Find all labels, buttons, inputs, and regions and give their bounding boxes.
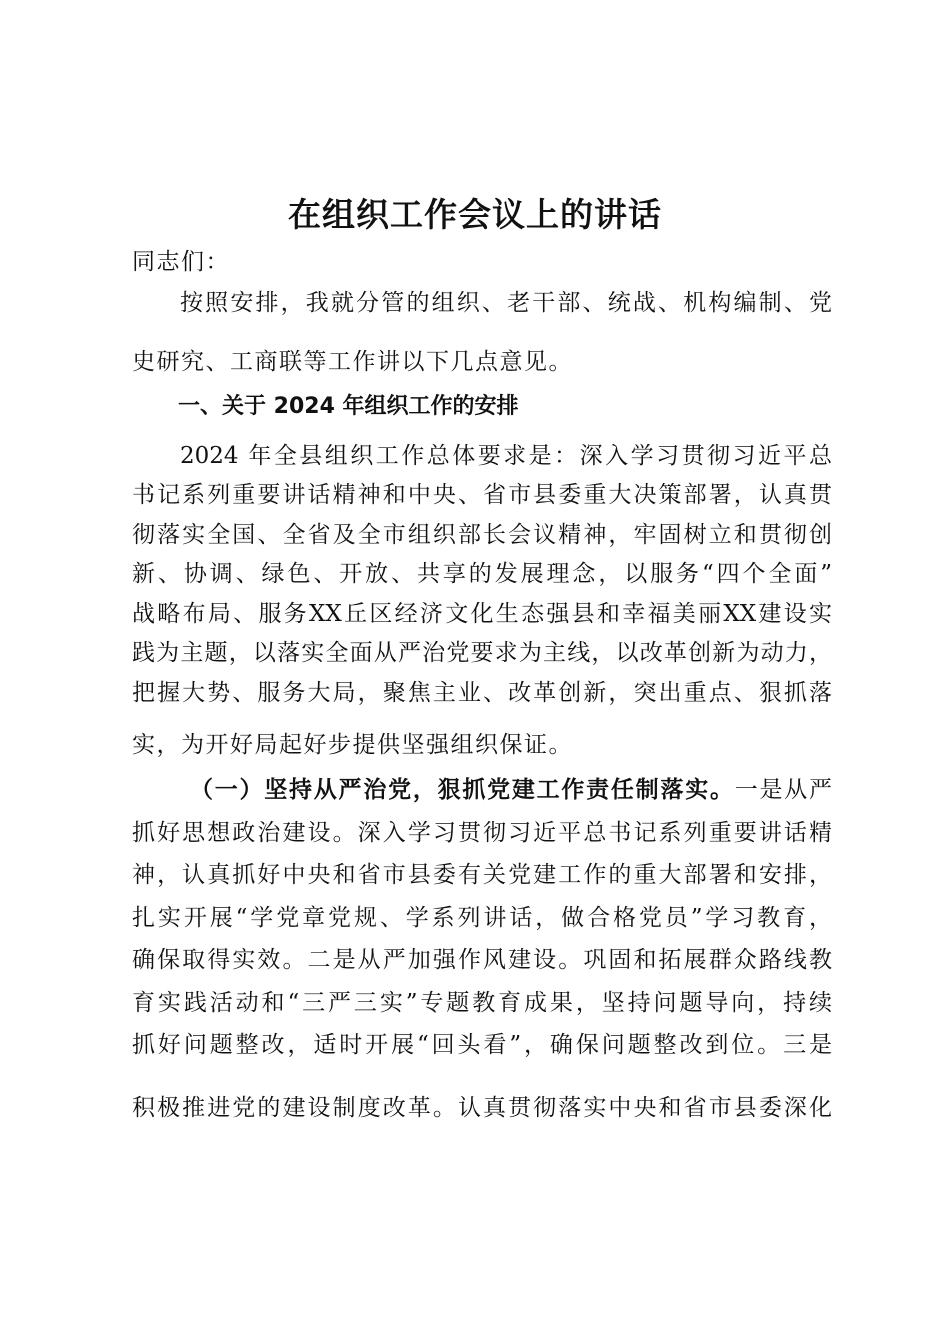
subsection-line-8: 积极推进党的建设制度改革。认真贯彻落实中央和省市县委深化: [132, 1095, 832, 1121]
subsection-heading: （一）坚持从严治党，狠抓党建工作责任制落实。: [190, 776, 735, 803]
document-title: 在组织工作会议上的讲话: [288, 195, 662, 234]
subsection-line-7: 抓好问题整改，适时开展“回头看”，确保问题整改到位。三是: [132, 1032, 832, 1058]
section-line-4: 新、协调、绿色、开放、共享的发展理念，以服务“四个全面”: [132, 561, 832, 587]
section-line-6: 践为主题，以落实全面从严治党要求为主线，以改革创新为动力，: [132, 640, 832, 666]
salutation: 同志们：: [132, 249, 230, 275]
section-line-5: 战略布局、服务XX丘区经济文化生态强县和幸福美丽XX建设实: [132, 601, 832, 627]
section-line-1: 2024 年全县组织工作总体要求是：深入学习贯彻习近平总: [180, 443, 832, 469]
section-line-3: 彻落实全国、全省及全市组织部长会议精神，牢固树立和贯彻创: [132, 522, 832, 548]
subsection-line-3: 神，认真抓好中央和省市县委有关党建工作的重大部署和安排，: [132, 862, 832, 888]
section-line-8: 实，为开好局起好步提供坚强组织保证。: [132, 732, 573, 758]
subsection-line-2: 抓好思想政治建设。深入学习贯彻习近平总书记系列重要讲话精: [132, 820, 832, 846]
intro-line-2: 史研究、工商联等工作讲以下几点意见。: [132, 349, 573, 375]
subsection-line-4: 扎实开展“学党章党规、学系列讲话，做合格党员”学习教育，: [132, 905, 832, 931]
section-heading: 一、关于 2024 年组织工作的安排: [178, 394, 519, 419]
subsection-first-tail: 一是从严: [734, 777, 833, 803]
subsection-first-line: [190, 772, 832, 808]
section-line-7: 把握大势、服务大局，聚焦主业、改革创新，突出重点、狠抓落: [132, 680, 832, 706]
subsection-line-5: 确保取得实效。二是从严加强作风建设。巩固和拓展群众路线教: [132, 947, 832, 973]
section-line-2: 书记系列重要讲话精神和中央、省市县委重大决策部署，认真贯: [132, 482, 832, 508]
subsection-line-6: 育实践活动和“三严三实”专题教育成果，坚持问题导向，持续: [132, 990, 832, 1016]
intro-line-1: 按照安排，我就分管的组织、老干部、统战、机构编制、党: [180, 290, 832, 316]
